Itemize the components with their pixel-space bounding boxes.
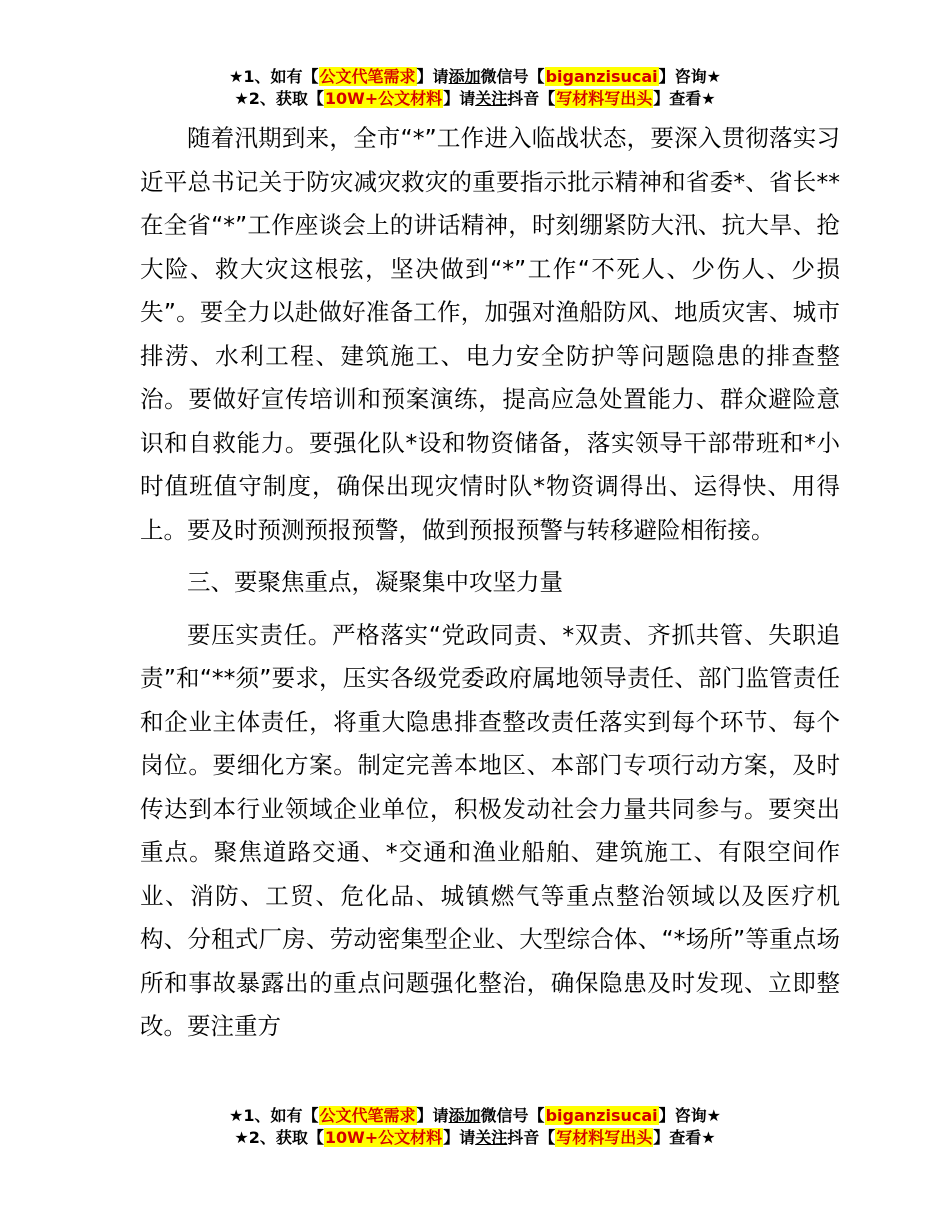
body-paragraph: 随着汛期到来，全市“*”工作进入临战状态，要深入贯彻落实习近平总书记关于防灾减灾救灾的重要指示批示精神和省委*、省长**在全省“*”工作座谈会上的讲话精神，时刻绷紧防大汛、抗大旱、抢大险、救大灾这根弦，坚决做到“*”工作“不死人、少伤人、少损失”。要全力以赴做好准备工作，加强对渔船防风、地质灾害、城市排涝、水利工程、建筑施工、电力安全防护等问题隐患的排查整治。要做好宣传培训和预案演练，提高应急处置能力、群众避险意识和自救能力。要强化队*设和物资储备，落实领导干部带班和*小时值班值守制度，确保出现灾情时队*物资调得出、运得快、用得上。要及时预测预报预警，做到预报预警与转移避险相衔接。 bbox=[140, 124, 840, 544]
header-banner bbox=[0, 66, 950, 110]
banner-text: 】咨询★ bbox=[658, 1106, 721, 1125]
banner-highlight: 写材料写出头 bbox=[556, 1128, 653, 1147]
banner-highlight: 10W+公文材料 bbox=[324, 89, 443, 108]
banner-text: 抖音【 bbox=[507, 1128, 556, 1147]
banner-text: 】查看★ bbox=[653, 89, 716, 108]
banner-underlined: 关注 bbox=[475, 89, 508, 108]
banner-text: 】请 bbox=[443, 89, 476, 108]
footer-banner bbox=[0, 1105, 950, 1149]
banner-line-2 bbox=[0, 1127, 950, 1149]
banner-text: 】请 bbox=[416, 67, 449, 86]
banner-highlight: 公文代笔需求 bbox=[319, 1106, 416, 1125]
banner-underlined: 添加 bbox=[448, 67, 481, 86]
banner-text: ★1、如有【 bbox=[229, 1106, 319, 1125]
banner-highlight: biganzisucai bbox=[545, 1106, 658, 1125]
banner-line-1 bbox=[0, 66, 950, 88]
banner-text: 】请 bbox=[443, 1128, 476, 1147]
banner-text: 】查看★ bbox=[653, 1128, 716, 1147]
body-paragraph: 要压实责任。严格落实“党政同责、*双责、齐抓共管、失职追责”和“**须”要求，压实各级党委政府属地领导责任、部门监管责任和企业主体责任，将重大隐患排查整改责任落实到每个环节、每个岗位。要细化方案。制定完善本地区、本部门专项行动方案，及时传达到本行业领域企业单位，积极发动社会力量共同参与。要突出重点。聚焦道路交通、*交通和渔业船舶、建筑施工、有限空间作业、消防、工贸、危化品、城镇燃气等重点整治领域以及医疗机构、分租式厂房、劳动密集型企业、大型综合体、“*场所”等重点场所和事故暴露出的重点问题强化整治，确保隐患及时发现、立即整改。要注重方 bbox=[140, 620, 840, 1040]
section-heading: 三、要聚焦重点，凝聚集中攻坚力量 bbox=[187, 568, 563, 596]
banner-text: 】咨询★ bbox=[658, 67, 721, 86]
banner-highlight: 公文代笔需求 bbox=[319, 67, 416, 86]
banner-text: 微信号【 bbox=[480, 67, 545, 86]
banner-highlight: 10W+公文材料 bbox=[324, 1128, 443, 1147]
banner-line-2 bbox=[0, 88, 950, 110]
banner-text: 】请 bbox=[416, 1106, 449, 1125]
document-body bbox=[140, 117, 840, 1049]
banner-text: 抖音【 bbox=[507, 89, 556, 108]
banner-underlined: 添加 bbox=[448, 1106, 481, 1125]
banner-line-1 bbox=[0, 1105, 950, 1127]
banner-text: ★2、获取【 bbox=[234, 89, 324, 108]
banner-text: ★2、获取【 bbox=[234, 1128, 324, 1147]
banner-text: ★1、如有【 bbox=[229, 67, 319, 86]
banner-text: 微信号【 bbox=[480, 1106, 545, 1125]
banner-highlight: 写材料写出头 bbox=[556, 89, 653, 108]
banner-underlined: 关注 bbox=[475, 1128, 508, 1147]
banner-highlight: biganzisucai bbox=[545, 67, 658, 86]
